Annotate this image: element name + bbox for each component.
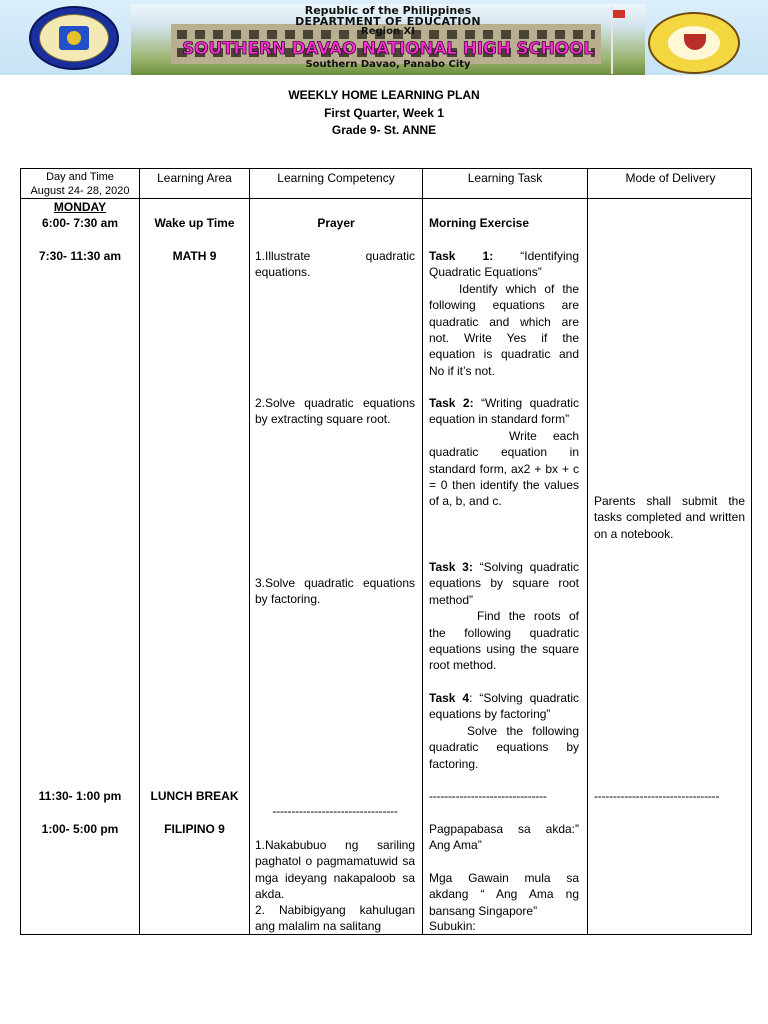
task-1: Task 1: “Identifying Quadratic Equations” Identify which of the following equations are quadratic and which are not. Write Yes if the equation is quadratic and No if it’s not. [429,249,579,378]
plan-grade: Grade 9- St. ANNE [331,123,437,137]
time-slot-2: 7:30- 11:30 am [38,249,122,263]
plan-quarter: First Quarter, Week 1 [324,106,444,120]
region-text: Region XI [361,26,415,37]
col-header-day-time: Day and Time August 24- 28, 2020 [30,171,130,197]
fil-task-2: Mga Gawain mula sa akdang “ Ang Ama ng bansang Singapore” [429,871,579,918]
task-4: Task 4: “Solving quadratic equations by factoring” Solve the following quadratic equations by factoring. [429,691,579,771]
republic-text: Republic of the Philippines [304,4,472,17]
competency-dash: --------------------------------- [272,804,398,818]
area-wake-up: Wake up Time [154,216,235,230]
fil-task-3: Subukin: [429,919,476,933]
col-header-learning-task: Learning Task [467,171,543,185]
mode-dash: --------------------------------- [594,789,720,803]
competency-3: 3.Solve quadratic equations by factoring. [255,576,415,607]
school-building-photo [131,4,645,75]
fil-competency-1: 1.Nakabubuo ng sariling paghatol o pagmamatuwid sa mga ideyang nakapaloob sa akda. [255,838,415,902]
task-dash: ------------------------------- [429,789,547,803]
school-seal-logo [648,12,740,74]
republic-seal-logo [29,6,119,70]
area-lunch-break: LUNCH BREAK [150,789,239,803]
competency-2: 2.Solve quadratic equations by extracting square root. [255,396,415,427]
fil-task-1: Pagpapabasa sa akda:” Ang Ama” [429,822,579,853]
col-header-mode-of-delivery: Mode of Delivery [625,171,716,185]
mode-submit-notebook: Parents shall submit the tasks completed and written on a notebook. [594,494,745,541]
school-name: SOUTHERN DAVAO NATIONAL HIGH SCHOOL [182,39,594,59]
area-filipino9: FILIPINO 9 [164,822,225,836]
fil-competency-2: 2. Nabibigyang kahulugan ang malalim na salitang [255,903,415,934]
department-text: DEPARTMENT OF EDUCATION [295,15,481,28]
competency-1: 1.Illustrate quadratic equations. [255,249,415,280]
school-location: Southern Davao, Panabo City [305,59,471,70]
learning-plan-table [20,168,752,935]
task-morning-exercise: Morning Exercise [429,216,530,230]
col-header-learning-competency: Learning Competency [277,171,395,185]
plan-title: WEEKLY HOME LEARNING PLAN [288,88,480,102]
day-monday: MONDAY [53,200,107,214]
competency-prayer: Prayer [317,216,355,230]
area-math9: MATH 9 [172,249,217,263]
time-slot-4: 1:00- 5:00 pm [41,822,119,836]
school-banner [0,0,768,75]
task-2: Task 2: “Writing quadratic equation in standard form” Write each quadratic equation in standard form, ax2 + bx + c = 0 then identify the values of a, b, and c. [429,396,579,509]
task-3: Task 3: “Solving quadratic equations by square root method” Find the roots of the following quadratic equations using the square root method. [429,560,580,673]
col-header-learning-area: Learning Area [157,171,232,185]
time-slot-3: 11:30- 1:00 pm [38,789,122,803]
time-slot-1: 6:00- 7:30 am [41,216,119,230]
